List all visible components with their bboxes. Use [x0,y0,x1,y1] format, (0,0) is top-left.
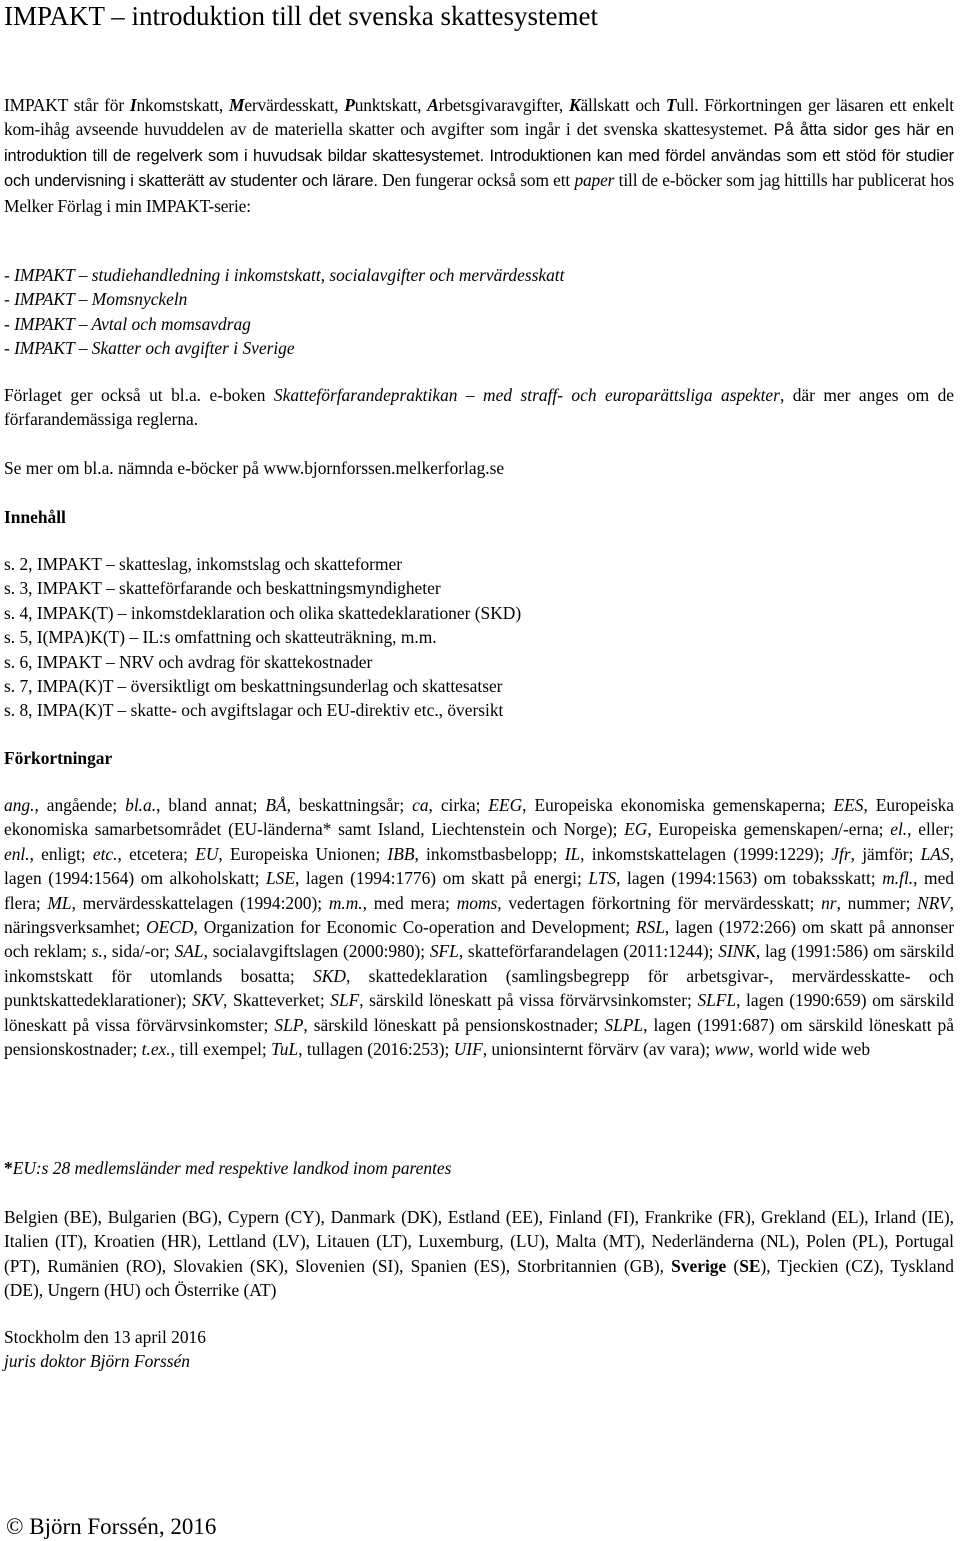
abbreviation-term: SKV [192,990,224,1011]
abbreviation-definition: , Europeiska Unionen; [218,843,388,864]
eu-heading: EU:s 28 medlemsländer med respektive landkod inom parentes [12,1158,452,1178]
abbreviation-term: m.m. [328,892,363,913]
abbreviation-definition: , Skatteverket; [223,990,331,1011]
abbreviation-definition: , Europeiska ekonomiska gemenskaperna; [522,795,834,815]
abbreviation-definition: , lagen (1972:266) om skatt på annonser och reklam; [4,917,955,962]
abbreviation-definition: , särskild löneskatt på vissa förvärvsinkomster; [359,990,698,1011]
abbreviation-definition: , world wide web [749,1039,871,1060]
intro-text: IMPAKT står för [4,95,130,115]
abbreviation-term: EES [833,795,864,815]
abbreviation-definition: , jämför; [850,843,921,864]
abbreviation-term: SLPL [604,1014,644,1035]
abbreviation-term: etc. [92,843,118,864]
abbreviation-term: SLP [274,1014,304,1035]
abbreviation-definition: , lagen (1994:1776) om skatt på energi; [294,868,589,889]
toc-item: s. 3, IMPAKT – skatteförfarande och beskattningsmyndigheter [4,578,441,599]
abbreviation-term: ML [47,892,72,913]
abbreviation-definition: , enligt; [29,843,93,864]
abbreviation-term: IL [564,843,581,864]
abbreviation-definition: , cirka; [428,795,489,815]
se-mer-line: Se mer om bl.a. nämnda e-böcker på www.bjornforssen.melkerforlag.se [4,458,505,478]
forlaget-book-title: Skatteförfarandepraktikan – med straff- och europarättsliga aspekter [273,385,780,405]
eu-heading-line [4,1156,451,1180]
abbreviation-term: ang. [4,795,35,815]
abbreviations-paragraph [4,793,954,1061]
abbreviation-term: SLF [330,990,360,1011]
abbreviation-definition: , med mera; [362,892,457,913]
series-list [4,263,564,361]
signature-name [4,1349,190,1373]
abbreviation-definition: , Organization for Economic Co-operation and Development; [193,917,636,938]
series-item: - IMPAKT – Momsnyckeln [4,289,188,310]
abbreviation-definition: , beskattningsår; [286,795,413,815]
abbreviation-definition: , Europeiska gemenskapen/-erna; [647,819,891,840]
abbreviation-definition: , skatteförfarandelagen (2011:1244); [458,941,719,962]
abbreviation-definition: , eller; [907,819,954,840]
intro-text: Förkortningen ger läsaren ett enkelt kom-ihåg avseende huvuddelen av de materiella skatter och avgifter som ingår i det svenska skattesystemet. [4,95,954,140]
toc-item: s. 4, IMPAK(T) – inkomstdeklaration och olika skattedeklarationer (SKD) [4,602,522,623]
intro-text-sans: På åtta sidor ges här en introduktion till de regelverk som i huvudsak bildar skattesystemet. Introduktionen kan med fördel användas som ett stöd för studier och undervisning i skatterätt av studenter och lärare. [4,121,955,191]
toc-item: s. 5, I(MPA)K(T) – IL:s omfattning och skatteuträkning, m.m. [4,627,437,648]
abbreviation-definition: , etcetera; [117,843,196,864]
toc-item: s. 6, IMPAKT – NRV och avdrag för skattekostnader [4,651,373,672]
intro-text: ällskatt och [580,95,666,115]
toc-item: s. 7, IMPA(K)T – översiktligt om beskattningsunderlag och skattesatser [4,675,503,696]
intro-letter-p: P [344,95,355,115]
intro-letter-m: M [229,95,245,115]
intro-text: nkomstskatt, [136,95,229,115]
toc-item: s. 2, IMPAKT – skatteslag, inkomstslag och skatteformer [4,554,403,574]
abbreviation-definition: , Europeiska ekonomiska samarbetsområdet (EU-länderna* samt Island, Liechtenstein och Norge); [4,795,954,840]
abbreviation-term: LTS [588,868,617,889]
abbreviation-term: m.fl. [882,868,914,889]
forlaget-paragraph [4,383,954,432]
abbreviation-term: enl. [4,843,30,864]
intro-text: ervärdesskatt, [244,95,345,115]
intro-text: Den fungerar också som ett [377,170,575,191]
abbreviation-term: TuL [271,1039,299,1060]
abbreviation-definition: , sida/-or; [102,941,175,962]
intro-letter-a: A [427,95,439,115]
copyright-footer: © Björn Forssén, 2016 [6,1514,217,1539]
eu-star: * [4,1158,13,1178]
abbreviation-definition: , nummer; [836,892,918,913]
abbreviation-term: moms [456,892,498,913]
eu-countries-paragraph [4,1205,954,1303]
abbreviation-term: bl.a. [125,795,157,815]
abbreviation-definition: , tullagen (2016:253); [298,1039,454,1060]
abbreviation-term: EEG [488,795,523,815]
abbreviation-definition: , lagen (1990:659) om särskild löneskatt på vissa förvärvsinkomster; [4,990,954,1035]
eu-countries-text: ( [726,1255,740,1276]
abbreviation-term: www [714,1039,750,1060]
intro-paper-word: paper [574,170,615,191]
eu-countries-text: ), Tjeckien (CZ), Tyskland (DE), Ungern (HU) och Österrike (AT) [4,1255,954,1301]
abbreviation-term: OECD [146,917,194,938]
abbreviation-term: UIF [453,1039,483,1060]
abbreviation-term: IBB [387,843,415,864]
intro-text: ull. [676,95,699,115]
abbreviation-term: EU [195,843,219,864]
abbreviation-term: SAL [174,941,204,962]
forlaget-text: Förlaget ger också ut bl.a. e-boken [4,385,274,405]
abbreviation-term: LSE [265,868,295,889]
abbreviation-term: t.ex. [141,1039,171,1060]
series-item: - IMPAKT – Avtal och momsavdrag [4,313,251,334]
series-item: - IMPAKT – studiehandledning i inkomstskatt, socialavgifter och mervärdesskatt [4,265,565,285]
abbreviation-term: nr [821,892,837,913]
innehall-heading: Innehåll [4,507,66,527]
abbreviation-term: SFL [429,941,459,962]
abbreviation-definition: , socialavgiftslagen (2000:980); [203,941,430,962]
abbreviation-definition: , särskild löneskatt på pensionskostnader; [303,1014,605,1035]
toc-item: s. 8, IMPA(K)T – skatte- och avgiftslagar och EU-direktiv etc., översikt [4,700,504,721]
page-title: IMPAKT – introduktion till det svenska skattesystemet [4,1,598,31]
abbreviation-term: RSL [635,917,665,938]
abbreviation-term: s. [91,941,103,962]
abbreviation-definition: , skattedeklaration (samlingsbegrepp för arbetsgivar-, mervärdesskatte- och punktskattedeklarationer); [4,965,954,1011]
abbreviation-definition: , bland annat; [156,795,266,815]
eu-se-code: SE [739,1255,761,1276]
abbreviation-definition: , unionsinternt förvärv (av vara); [482,1039,715,1060]
eu-sverige: Sverige [671,1255,727,1276]
abbreviation-term: LAS [920,843,950,864]
abbreviation-term: EG [624,819,648,840]
intro-paragraph [4,93,954,218]
abbreviation-definition: , vedertagen förkortning för mervärdesskatt; [497,892,822,913]
intro-text: till de e-böcker som jag hittills har publicerat hos Melker Förlag i min IMPAKT-serie: [4,170,954,216]
abbreviation-definition: , lag (1991:586) om särskild inkomstskatt för utomlands bosatta; [4,941,955,986]
abbreviation-definition: , med flera; [4,868,954,913]
abbreviation-term: ca [412,795,429,815]
abbreviation-term: SINK [718,941,756,962]
intro-letter-i: I [129,95,137,115]
abbreviation-definition: , mervärdesskattelagen (1994:200); [71,892,329,913]
abbreviation-term: Jfr [831,843,851,864]
abbreviation-term: SLFL [697,990,737,1011]
abbreviation-definition: , lagen (1994:1564) om alkoholskatt; [4,843,954,889]
eu-countries-text: Belgien (BE), Bulgarien (BG), Cypern (CY), Danmark (DK), Estland (EE), Finland (FI), Frankrike (FR), Grekland (EL), Irland (IE), Italien (IT), Kroatien (HR), Lettland (LV), Litauen (LT), Luxemburg, (LU), Malta (MT), Nederländerna (NL), Polen (PL), Portugal (PT), Rumänien (RO), Slovakien (SK), Slovenien (SI), Spanien (ES), Storbritannien (GB), [4,1207,954,1276]
series-item: - IMPAKT – Skatter och avgifter i Sverige [4,338,295,359]
abbreviation-definition: , lagen (1994:1563) om tobaksskatt; [616,868,883,889]
abbreviation-definition: , inkomstbasbelopp; [414,843,565,864]
intro-letter-k: K [568,95,581,115]
abbreviation-term: BÅ [265,795,287,815]
forkortningar-heading: Förkortningar [4,748,113,768]
abbreviation-definition: , lagen (1991:687) om särskild löneskatt på pensionskostnader; [4,1014,954,1060]
abbreviation-definition: , inkomstskattelagen (1999:1229); [580,843,832,864]
intro-letter-t: T [665,95,677,115]
intro-text: unktskatt, [354,95,428,115]
abbreviation-definition: , till exempel; [170,1039,272,1060]
toc-list [4,552,521,723]
forlaget-text: , där mer anges om de förfarandemässiga reglerna. [4,385,954,430]
signature-name-text: juris doktor Björn Forssén [4,1351,190,1371]
signature-place: Stockholm den 13 april 2016 [4,1327,206,1347]
abbreviation-term: SKD [313,965,346,986]
abbreviation-definition: , näringsverksamhet; [4,892,955,938]
abbreviation-definition: , angående; [34,795,126,815]
intro-text: rbetsgivaravgifter, [438,95,569,115]
abbreviation-term: NRV [917,892,950,913]
abbreviation-term: el. [890,819,908,840]
